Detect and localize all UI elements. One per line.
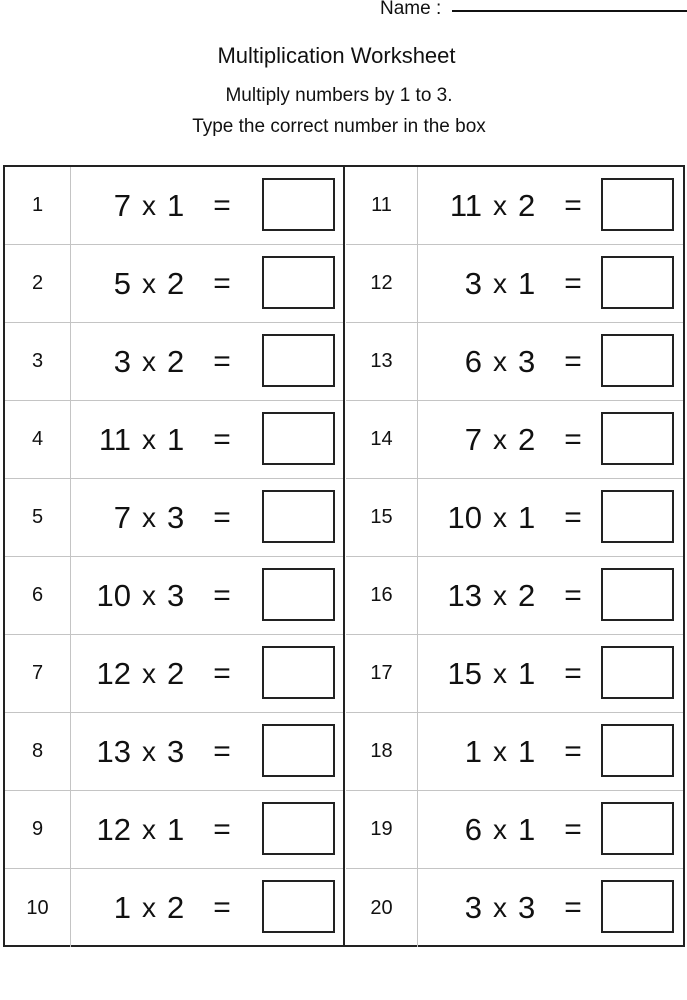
problem-column-left xyxy=(5,167,344,945)
operand-a: 1 xyxy=(464,733,482,769)
answer-box[interactable] xyxy=(262,256,335,309)
times-sign: x xyxy=(493,579,507,611)
operand-b: 1 xyxy=(518,265,536,301)
worksheet-subtitle: Multiply numbers by 1 to 3. xyxy=(225,85,453,106)
answer-box[interactable] xyxy=(601,490,674,543)
answer-box[interactable] xyxy=(601,178,674,231)
problem-column-right xyxy=(346,167,683,945)
equals-sign: = xyxy=(564,344,582,378)
operand-b: 1 xyxy=(167,187,185,223)
problem-row xyxy=(346,323,683,401)
answer-box[interactable] xyxy=(262,880,335,933)
name-underline[interactable] xyxy=(452,10,687,12)
equals-sign: = xyxy=(564,422,582,456)
problem-expression xyxy=(75,323,253,400)
problem-row xyxy=(5,713,344,791)
operand-a: 11 xyxy=(449,187,482,223)
problem-number: 10 xyxy=(5,869,71,947)
name-label: Name : xyxy=(380,0,442,19)
problem-expression xyxy=(426,401,604,478)
operand-b: 1 xyxy=(518,811,536,847)
problem-expression xyxy=(426,479,604,556)
equals-sign: = xyxy=(213,656,231,690)
problem-row xyxy=(346,245,683,323)
problem-expression xyxy=(426,791,604,868)
operand-b: 2 xyxy=(167,890,185,925)
answer-box[interactable] xyxy=(601,880,674,933)
times-sign: x xyxy=(142,423,156,455)
problem-expression xyxy=(426,635,604,712)
problem-row xyxy=(5,635,344,713)
problem-row xyxy=(5,557,344,635)
problem-expression xyxy=(426,557,604,634)
answer-box[interactable] xyxy=(601,646,674,699)
operand-a: 15 xyxy=(447,655,482,691)
answer-box[interactable] xyxy=(262,412,335,465)
operand-b: 3 xyxy=(167,499,185,535)
column-divider xyxy=(343,167,345,945)
times-sign: x xyxy=(142,189,156,221)
times-sign: x xyxy=(493,892,507,923)
equals-sign: = xyxy=(213,812,231,846)
operand-a: 13 xyxy=(447,577,482,613)
equals-sign: = xyxy=(564,500,582,534)
problem-row xyxy=(346,869,683,947)
problem-number: 4 xyxy=(5,401,71,478)
answer-box[interactable] xyxy=(601,724,674,777)
worksheet-title: Multiplication Worksheet xyxy=(217,43,456,68)
problem-row xyxy=(5,245,344,323)
equals-sign: = xyxy=(213,734,231,768)
name-field-row xyxy=(380,0,441,20)
operand-a: 3 xyxy=(464,890,482,925)
operand-b: 3 xyxy=(167,733,185,769)
equals-sign: = xyxy=(564,734,582,768)
problem-row xyxy=(346,791,683,869)
problem-expression xyxy=(75,557,253,634)
operand-b: 2 xyxy=(518,421,536,457)
equals-sign: = xyxy=(213,578,231,612)
times-sign: x xyxy=(493,735,507,767)
operand-b: 2 xyxy=(167,655,185,691)
operand-b: 1 xyxy=(167,421,185,457)
answer-box[interactable] xyxy=(262,178,335,231)
problem-number: 18 xyxy=(346,713,418,790)
equals-sign: = xyxy=(564,812,582,846)
problem-expression xyxy=(426,167,604,244)
operand-a: 1 xyxy=(113,890,131,925)
problem-number: 11 xyxy=(346,167,418,244)
problem-number: 2 xyxy=(5,245,71,322)
operand-a: 3 xyxy=(464,265,482,301)
times-sign: x xyxy=(493,813,507,845)
problem-expression xyxy=(75,791,253,868)
problem-expression xyxy=(426,245,604,322)
operand-b: 3 xyxy=(167,577,185,613)
problem-number: 16 xyxy=(346,557,418,634)
times-sign: x xyxy=(142,267,156,299)
equals-sign: = xyxy=(213,344,231,378)
operand-a: 12 xyxy=(96,655,131,691)
times-sign: x xyxy=(142,345,156,377)
equals-sign: = xyxy=(213,500,231,534)
problem-expression xyxy=(75,167,253,244)
operand-b: 1 xyxy=(518,733,536,769)
answer-box[interactable] xyxy=(601,256,674,309)
answer-box[interactable] xyxy=(601,412,674,465)
times-sign: x xyxy=(142,735,156,767)
problem-number: 13 xyxy=(346,323,418,400)
problem-number: 19 xyxy=(346,791,418,868)
equals-sign: = xyxy=(564,266,582,300)
operand-a: 11 xyxy=(98,421,131,457)
problem-row xyxy=(346,713,683,791)
problem-number: 1 xyxy=(5,167,71,244)
times-sign: x xyxy=(493,189,507,221)
operand-b: 1 xyxy=(167,811,185,847)
problem-row xyxy=(346,401,683,479)
problem-number: 15 xyxy=(346,479,418,556)
problem-number: 12 xyxy=(346,245,418,322)
operand-a: 13 xyxy=(96,733,131,769)
problem-row xyxy=(5,791,344,869)
answer-box[interactable] xyxy=(601,334,674,387)
equals-sign: = xyxy=(213,266,231,300)
operand-a: 5 xyxy=(113,265,131,301)
operand-a: 12 xyxy=(96,811,131,847)
problem-row xyxy=(346,635,683,713)
problem-row xyxy=(5,869,344,947)
times-sign: x xyxy=(493,267,507,299)
problem-row xyxy=(346,167,683,245)
answer-box[interactable] xyxy=(262,724,335,777)
equals-sign: = xyxy=(564,578,582,612)
operand-b: 2 xyxy=(167,343,185,379)
equals-sign: = xyxy=(213,422,231,456)
problem-number: 6 xyxy=(5,557,71,634)
times-sign: x xyxy=(142,579,156,611)
equals-sign: = xyxy=(213,891,231,924)
operand-b: 1 xyxy=(518,655,536,691)
problem-number: 3 xyxy=(5,323,71,400)
operand-a: 10 xyxy=(96,577,131,613)
worksheet-instruction: Type the correct number in the box xyxy=(192,116,486,137)
problem-expression xyxy=(426,323,604,400)
answer-box[interactable] xyxy=(262,646,335,699)
problem-expression xyxy=(75,401,253,478)
problem-number: 7 xyxy=(5,635,71,712)
problem-number: 14 xyxy=(346,401,418,478)
answer-box[interactable] xyxy=(262,490,335,543)
answer-box[interactable] xyxy=(262,568,335,621)
operand-b: 3 xyxy=(518,890,536,925)
times-sign: x xyxy=(493,657,507,689)
equals-sign: = xyxy=(564,188,582,222)
answer-box[interactable] xyxy=(262,334,335,387)
answer-box[interactable] xyxy=(601,568,674,621)
operand-b: 3 xyxy=(518,343,536,379)
problem-expression xyxy=(75,635,253,712)
operand-b: 2 xyxy=(518,577,536,613)
problem-expression xyxy=(75,245,253,322)
problem-expression xyxy=(426,713,604,790)
problem-number: 17 xyxy=(346,635,418,712)
answer-box[interactable] xyxy=(262,802,335,855)
problem-expression xyxy=(75,869,253,947)
problem-row xyxy=(346,479,683,557)
times-sign: x xyxy=(493,345,507,377)
problem-expression xyxy=(75,479,253,556)
operand-a: 7 xyxy=(113,187,131,223)
equals-sign: = xyxy=(564,656,582,690)
problem-row xyxy=(5,479,344,557)
problem-row xyxy=(5,167,344,245)
operand-a: 3 xyxy=(113,343,131,379)
operand-a: 6 xyxy=(464,343,482,379)
operand-b: 2 xyxy=(518,187,536,223)
times-sign: x xyxy=(142,501,156,533)
problem-number: 9 xyxy=(5,791,71,868)
answer-box[interactable] xyxy=(601,802,674,855)
problem-number: 8 xyxy=(5,713,71,790)
times-sign: x xyxy=(142,892,156,923)
problem-row xyxy=(5,401,344,479)
problem-number: 20 xyxy=(346,869,418,947)
problem-grid xyxy=(3,165,685,947)
problem-row xyxy=(5,323,344,401)
operand-a: 6 xyxy=(464,811,482,847)
problem-row xyxy=(346,557,683,635)
operand-b: 2 xyxy=(167,265,185,301)
times-sign: x xyxy=(142,657,156,689)
operand-a: 7 xyxy=(464,421,482,457)
times-sign: x xyxy=(142,813,156,845)
equals-sign: = xyxy=(564,891,582,924)
operand-a: 10 xyxy=(447,499,482,535)
times-sign: x xyxy=(493,501,507,533)
problem-number: 5 xyxy=(5,479,71,556)
problem-expression xyxy=(426,869,604,947)
operand-b: 1 xyxy=(518,499,536,535)
operand-a: 7 xyxy=(113,499,131,535)
problem-expression xyxy=(75,713,253,790)
times-sign: x xyxy=(493,423,507,455)
equals-sign: = xyxy=(213,188,231,222)
